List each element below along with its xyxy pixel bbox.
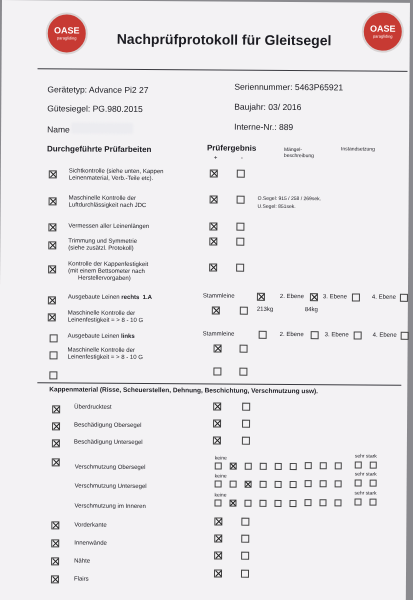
rechts-val1: 213kg xyxy=(256,306,274,313)
links-masch-minus[interactable] xyxy=(240,345,248,353)
lines-rechts-marker[interactable] xyxy=(48,296,56,304)
check-luft-minus[interactable] xyxy=(237,196,245,204)
links-extra-marker[interactable] xyxy=(49,371,57,379)
check-kappe-label: Kontrolle der Kappenfestigkeit xyxy=(68,261,149,269)
scale-1-box-1[interactable] xyxy=(215,462,222,469)
scale-2-box-4[interactable] xyxy=(260,481,267,488)
links-stammleine-label: Stammleine xyxy=(202,331,235,338)
links-extra-plus[interactable] xyxy=(213,367,221,375)
check-trimmung-minus[interactable] xyxy=(236,238,244,246)
check-sicht-plus[interactable] xyxy=(210,169,218,177)
check-vermessen-minus[interactable] xyxy=(236,223,244,231)
kappen-item-1-label: Überdrucktest xyxy=(74,404,112,411)
scale-1-low: keine xyxy=(214,455,227,462)
kappen-item-1-plus[interactable] xyxy=(213,402,221,410)
scale-2-box-5[interactable] xyxy=(275,481,282,488)
name-redacted xyxy=(71,122,133,133)
kappen-item-2-plus[interactable] xyxy=(213,419,221,427)
seriennummer: Seriennummer: 5463P65921 xyxy=(234,81,344,93)
check-vermessen-plus[interactable] xyxy=(209,222,217,230)
check-luft-label: Maschinelle Kontrolle der xyxy=(68,195,137,202)
rechts-stammleine-box[interactable] xyxy=(257,293,265,301)
kappen-heading: Kappenmaterial (Risse, Scheuerstellen, Dehnung, Beschichtung, Verschmutzung usw). xyxy=(49,386,319,396)
scale-3-box-10[interactable] xyxy=(354,498,361,505)
check-sicht-minus[interactable] xyxy=(237,170,245,178)
guetesiegel: Gütesiegel: PG.980.2015 xyxy=(47,103,143,114)
check-luft-label2: Luftdurchlässigkeit nach JDC xyxy=(68,202,147,210)
links-extra-minus[interactable] xyxy=(239,368,247,376)
scale-1-box-3[interactable] xyxy=(245,463,252,470)
kappen-divider xyxy=(37,382,401,386)
scale-2-box-8[interactable] xyxy=(320,480,327,487)
scale-3-box-6[interactable] xyxy=(289,500,296,507)
rechts-val2: 84kg xyxy=(304,307,318,314)
links-ebene3-box[interactable] xyxy=(354,331,362,339)
name-label: Name xyxy=(47,124,70,135)
baujahr: Baujahr: 03/ 2016 xyxy=(234,101,302,113)
scale-1-box-5[interactable] xyxy=(275,463,282,470)
scale-2-box-9[interactable] xyxy=(335,480,342,487)
geraetetyp: Gerätetyp: Advance Pi2 27 xyxy=(47,84,149,96)
rechts-ebene4-label: 4. Ebene xyxy=(371,294,396,301)
vorderkante-marker[interactable] xyxy=(51,521,59,529)
scale-1-box-8[interactable] xyxy=(320,462,327,469)
check-kappe-plus[interactable] xyxy=(209,263,217,271)
rechts-masch-minus[interactable] xyxy=(240,307,248,315)
scale-2-box-2[interactable] xyxy=(230,481,237,488)
kappen-item-2-marker[interactable] xyxy=(52,422,60,430)
check-luft-marker[interactable] xyxy=(49,197,57,205)
scale-2-box-1[interactable] xyxy=(215,480,222,487)
verschmutzung-innen-label: Verschmutzung im Inneren xyxy=(74,503,146,511)
kappen-item-3-plus[interactable] xyxy=(213,436,221,444)
check-kappe-label2: (mit einem Bettsometer nach xyxy=(68,268,145,276)
links-masch-marker[interactable] xyxy=(49,351,57,359)
check-vermessen-marker[interactable] xyxy=(48,223,56,231)
links-ebene3-label: 3. Ebene xyxy=(324,332,349,339)
kappen-item-3-marker[interactable] xyxy=(52,439,60,447)
verschmutzung-marker[interactable] xyxy=(52,458,60,466)
col-maengel: Mängel- beschreibung xyxy=(283,146,314,160)
scale-2-boxes xyxy=(2,0,410,3)
innenwaende-marker[interactable] xyxy=(51,539,59,547)
scale-2-low: keine xyxy=(214,473,227,480)
kappen-item-1-minus[interactable] xyxy=(242,403,250,411)
scale-2-high: sehr stark xyxy=(354,471,377,478)
rechts-masch-label2: Leinenfestigkeit = > 8 - 10 G xyxy=(67,317,144,324)
col-arbeiten: Durchgeführte Prüfarbeiten xyxy=(46,144,152,155)
scale-2-box-10[interactable] xyxy=(355,479,362,486)
vorderkante-plus[interactable] xyxy=(214,517,222,525)
check-luft-note2: U.Segel: 851sek. xyxy=(257,203,296,211)
vorderkante-minus[interactable] xyxy=(241,518,249,526)
scale-3-box-3[interactable] xyxy=(244,500,251,507)
kappen-item-2-minus[interactable] xyxy=(242,420,250,428)
links-ebene2-box[interactable] xyxy=(311,331,319,339)
verschmutzung-untersegel-label: Verschmutzung Untersegel xyxy=(74,483,147,491)
rechts-masch-plus[interactable] xyxy=(212,306,220,314)
lines-links-marker[interactable] xyxy=(50,334,58,342)
col-minus: - xyxy=(240,155,243,162)
links-ebene4-box[interactable] xyxy=(401,332,409,340)
scale-1-box-10[interactable] xyxy=(355,461,362,468)
innenwaende-minus[interactable] xyxy=(241,535,249,543)
check-sicht-label: Sichtkontrolle (siehe unten, Kappen xyxy=(68,168,164,176)
verschmutzung-obersegel-label: Verschmutzung Obersegel xyxy=(74,464,146,472)
scale-1-box-6[interactable] xyxy=(290,463,297,470)
col-plus: + xyxy=(213,155,218,162)
rechts-ebene3-box[interactable] xyxy=(352,293,360,301)
naehte-label: Nähte xyxy=(74,558,91,565)
scale-1-box-7[interactable] xyxy=(305,462,312,469)
flairs-label: Flairs xyxy=(73,576,89,583)
rechts-ebene2-label: 2. Ebene xyxy=(279,293,304,301)
rechts-ebene4-box[interactable] xyxy=(400,294,408,302)
scale-3-low: keine xyxy=(214,492,227,499)
col-instandsetzung: Instandsetzung xyxy=(340,146,375,153)
check-sicht-label2: Leinenmaterial, Verb.-Teile etc). xyxy=(68,175,154,183)
check-luft-note: O.Segel: 915 / 258 / 269sek. xyxy=(257,195,322,203)
scale-2-box-3[interactable] xyxy=(245,481,252,488)
scale-3-box-7[interactable] xyxy=(304,499,311,506)
interne-nr: Interne-Nr.: 889 xyxy=(234,121,294,133)
vorderkante-label: Vorderkante xyxy=(74,522,107,529)
check-trimmung-marker[interactable] xyxy=(48,241,56,249)
scale-3-box-1[interactable] xyxy=(214,499,221,506)
flairs-plus[interactable] xyxy=(214,569,222,577)
scale-3-boxes xyxy=(2,0,410,3)
scale-3-box-8[interactable] xyxy=(319,499,326,506)
lines-links-label: Ausgebaute Leinen links xyxy=(67,333,135,340)
naehte-plus[interactable] xyxy=(214,551,222,559)
scale-3-box-2[interactable] xyxy=(229,500,236,507)
col-ergebnis: Prüfergebnis xyxy=(206,143,257,153)
rechts-masch-label: Maschinelle Kontrolle der xyxy=(67,310,136,317)
links-ebene4-label: 4. Ebene xyxy=(372,332,397,339)
scale-3-box-9[interactable] xyxy=(334,499,341,506)
check-kappe-marker[interactable] xyxy=(48,265,56,273)
check-kappe-minus[interactable] xyxy=(236,264,244,272)
naehte-minus[interactable] xyxy=(241,552,249,560)
scale-2-box-11[interactable] xyxy=(370,480,377,487)
check-vermessen-label: Vermessen aller Leinenlängen xyxy=(68,223,150,231)
rechts-masch-marker[interactable] xyxy=(48,313,56,321)
scale-2-box-6[interactable] xyxy=(290,481,297,488)
check-trimmung-label: Trimmung und Symmetrie xyxy=(68,238,138,245)
scale-1-high: sehr stark xyxy=(354,453,377,460)
kappen-item-1-marker[interactable] xyxy=(52,405,60,413)
flairs-minus[interactable] xyxy=(241,570,249,578)
links-stammleine-box[interactable] xyxy=(259,331,267,339)
kappen-item-3-label: Beschädigung Untersegel xyxy=(73,439,143,446)
scale-3-box-4[interactable] xyxy=(259,500,266,507)
check-sicht-marker[interactable] xyxy=(49,170,57,178)
scale-1-boxes xyxy=(2,0,410,3)
links-masch-label2: Leinenfestigkeit = > 8 - 10 G xyxy=(67,354,143,361)
check-luft-plus[interactable] xyxy=(210,195,218,203)
check-trimmung-label2: (siehe zusätzl. Protokoll) xyxy=(68,245,134,252)
rechts-stammleine-label: Stammleine xyxy=(202,293,235,300)
page-title: Nachprüfprotokoll für Gleitsegel xyxy=(116,30,332,49)
scale-1-box-2[interactable] xyxy=(230,463,237,470)
links-ebene2-label: 2. Ebene xyxy=(279,331,304,339)
scale-1-box-4[interactable] xyxy=(260,463,267,470)
links-masch-plus[interactable] xyxy=(214,344,222,352)
flairs-marker[interactable] xyxy=(51,575,59,583)
scale-2-box-7[interactable] xyxy=(305,480,312,487)
check-kappe-label3: Herstellervorgaben) xyxy=(78,275,131,282)
kappen-item-2-label: Beschädigung Obersegel xyxy=(74,422,142,429)
naehte-marker[interactable] xyxy=(51,557,59,565)
header-divider xyxy=(38,68,408,72)
scale-3-box-5[interactable] xyxy=(274,500,281,507)
innenwaende-plus[interactable] xyxy=(214,534,222,542)
rechts-ebene3-label: 3. Ebene xyxy=(322,294,347,301)
lines-rechts-label: Ausgebaute Leinen rechts 1.A xyxy=(67,294,153,302)
scale-3-box-11[interactable] xyxy=(369,499,376,506)
scale-1-box-9[interactable] xyxy=(335,462,342,469)
scale-3-high: sehr stark xyxy=(354,490,377,497)
innenwaende-label: Innenwände xyxy=(74,540,107,547)
oase-logo-right: OASE paragliding xyxy=(362,11,404,53)
check-trimmung-plus[interactable] xyxy=(209,237,217,245)
scale-1-box-11[interactable] xyxy=(370,462,377,469)
links-masch-label: Maschinelle Kontrolle der xyxy=(67,347,135,354)
rechts-ebene2-box[interactable] xyxy=(310,293,318,301)
kappen-item-3-minus[interactable] xyxy=(242,437,250,445)
oase-logo-left: OASE paragliding xyxy=(46,12,88,54)
